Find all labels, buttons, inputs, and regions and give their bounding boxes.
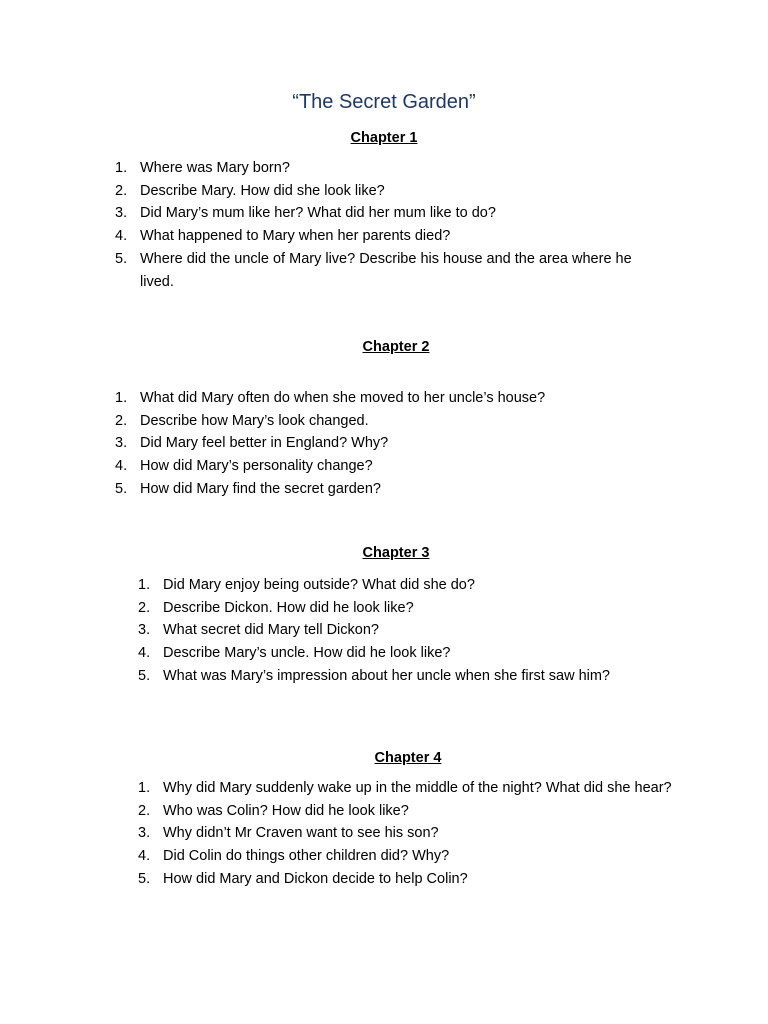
question-text: Where did the uncle of Mary live? Describe his house and the area where he lived. <box>140 250 632 290</box>
question-item <box>138 800 688 823</box>
question-text: How did Mary and Dickon decide to help Colin? <box>163 870 468 887</box>
question-number: 1. <box>115 160 128 176</box>
question-text: Did Mary enjoy being outside? What did she do? <box>163 577 475 593</box>
question-item <box>115 202 635 225</box>
chapter-4-questions <box>138 777 688 891</box>
question-item <box>138 845 688 868</box>
chapter-1-questions <box>115 157 635 293</box>
question-number: 3. <box>138 622 151 639</box>
question-text: Did Colin do things other children did? Why? <box>163 848 450 865</box>
question-item <box>138 777 688 800</box>
question-item <box>115 225 635 248</box>
question-text: Describe Dickon. How did he look like? <box>163 599 414 616</box>
question-item <box>115 248 635 293</box>
question-number: 3. <box>115 205 128 222</box>
chapter-2-heading: Chapter 2 <box>362 339 430 355</box>
question-number: 4. <box>115 228 128 245</box>
question-text: Who was Colin? How did he look like? <box>163 802 409 819</box>
question-text: Describe how Mary’s look changed. <box>140 412 369 429</box>
question-text: Did Mary’s mum like her? What did her mum like to do? <box>140 205 496 222</box>
question-text: Why did Mary suddenly wake up in the middle of the night? What did she hear? <box>163 780 672 796</box>
question-text: What secret did Mary tell Dickon? <box>163 622 379 639</box>
question-number: 1. <box>138 780 151 796</box>
question-number: 5. <box>138 870 151 887</box>
question-number: 5. <box>115 480 128 497</box>
question-number: 3. <box>115 435 128 452</box>
chapter-4-heading: Chapter 4 <box>374 750 442 766</box>
question-number: 2. <box>115 182 128 199</box>
chapter-3-heading: Chapter 3 <box>362 545 430 561</box>
question-number: 2. <box>115 412 128 429</box>
question-text: Where was Mary born? <box>140 160 290 176</box>
question-number: 5. <box>115 250 128 267</box>
question-text: Describe Mary. How did she look like? <box>140 182 385 199</box>
chapter-2-questions <box>115 387 635 501</box>
question-text: How did Mary’s personality change? <box>140 458 373 475</box>
chapter-3-questions <box>138 574 638 688</box>
document-title: “The Secret Garden” <box>292 91 476 113</box>
question-item <box>115 387 635 410</box>
question-item <box>115 478 635 501</box>
question-item <box>115 455 635 478</box>
question-item <box>115 432 635 455</box>
question-item <box>138 665 638 688</box>
chapter-1-heading: Chapter 1 <box>350 130 418 146</box>
question-item <box>115 180 635 203</box>
question-number: 1. <box>115 390 128 406</box>
question-number: 3. <box>138 825 151 842</box>
question-item <box>138 642 638 665</box>
question-number: 4. <box>115 458 128 475</box>
question-number: 4. <box>138 848 151 865</box>
question-item <box>138 822 688 845</box>
question-item <box>115 410 635 433</box>
question-item <box>138 619 638 642</box>
question-item <box>138 574 638 597</box>
question-text: What happened to Mary when her parents died? <box>140 228 451 245</box>
question-text: Did Mary feel better in England? Why? <box>140 435 389 452</box>
question-item <box>138 597 638 620</box>
question-text: What was Mary’s impression about her uncle when she first saw him? <box>163 667 611 684</box>
question-text: What did Mary often do when she moved to her uncle’s house? <box>140 390 546 406</box>
question-number: 4. <box>138 645 151 662</box>
question-text: Describe Mary’s uncle. How did he look like? <box>163 645 451 662</box>
question-text: Why didn’t Mr Craven want to see his son? <box>163 825 439 842</box>
question-number: 2. <box>138 802 151 819</box>
question-number: 1. <box>138 577 151 593</box>
question-number: 2. <box>138 599 151 616</box>
question-text: How did Mary find the secret garden? <box>140 480 381 497</box>
question-number: 5. <box>138 667 151 684</box>
question-item <box>115 157 635 180</box>
question-item <box>138 868 688 891</box>
